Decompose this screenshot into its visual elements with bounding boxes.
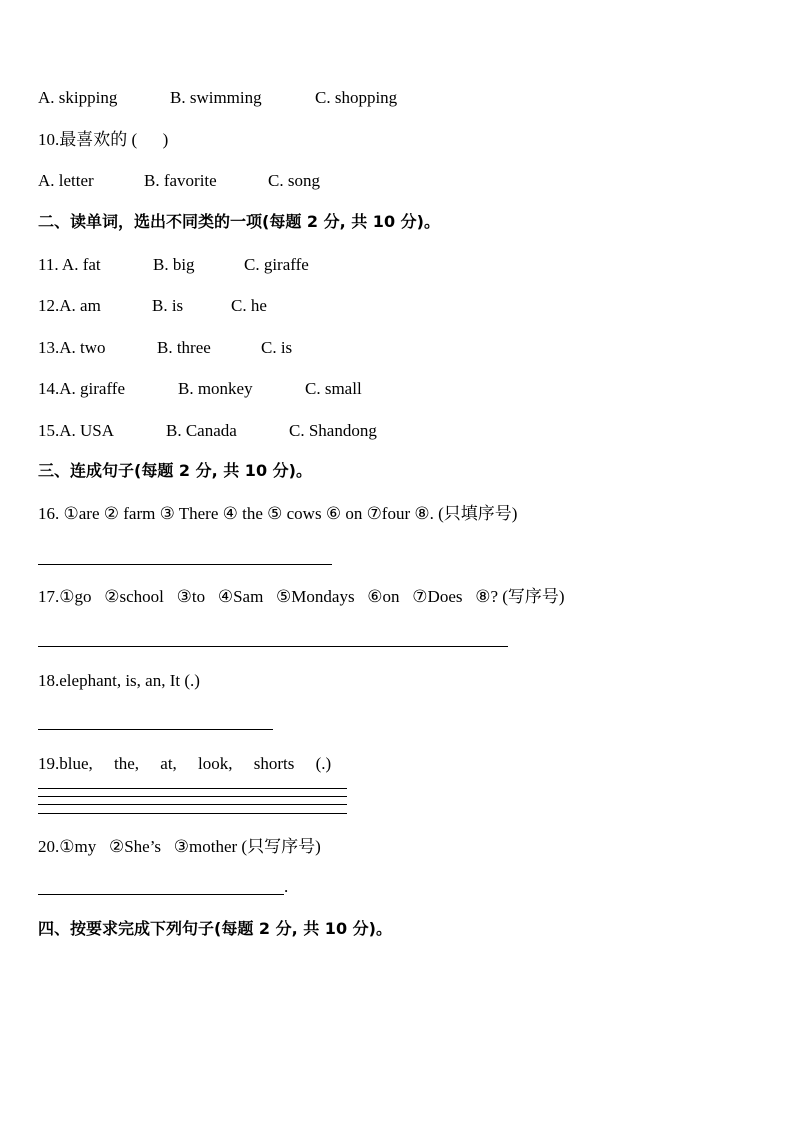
q15-option-b: B. Canada: [166, 421, 237, 440]
section4-title: 四、按要求完成下列句子(每题 2 分, 共 10 分)。: [38, 919, 392, 938]
q13-option-b: B. three: [157, 338, 211, 357]
q19-writing-line-2[interactable]: [38, 796, 347, 797]
q14-option-b: B. monkey: [178, 379, 253, 398]
q16-text: 16. ①are ② farm ③ There ④ the ⑤ cows ⑥ on ⑦four ⑧. (只填序号): [38, 504, 518, 523]
q20-period: .: [284, 877, 289, 896]
q15-option-a: 15.A. USA: [38, 421, 115, 440]
q13-option-a: 13.A. two: [38, 338, 106, 357]
q19-writing-line-3[interactable]: [38, 804, 347, 805]
q11-option-b: B. big: [153, 255, 195, 274]
q10-option-a: A. letter: [38, 171, 94, 190]
q17-answer-line[interactable]: [38, 646, 508, 647]
q11-option-c: C. giraffe: [244, 255, 309, 274]
q15-option-c: C. Shandong: [289, 421, 377, 440]
q14-option-a: 14.A. giraffe: [38, 379, 126, 398]
q20-text: 20.①my ②She’s ③mother (只写序号): [38, 837, 321, 856]
q17-text: 17.①go ②school ③to ④Sam ⑤Mondays ⑥on ⑦Does ⑧? (写序号): [38, 587, 565, 606]
q19-text: 19.blue, the, at, look, shorts (.): [38, 754, 332, 773]
q9-option-a: A. skipping: [38, 88, 118, 107]
q18-answer-line[interactable]: [38, 729, 273, 730]
q10-option-c: C. song: [268, 171, 320, 190]
q14-option-c: C. small: [305, 379, 362, 398]
q12-option-c: C. he: [231, 296, 267, 315]
q19-writing-line-4[interactable]: [38, 813, 347, 814]
q18-text: 18.elephant, is, an, It (.): [38, 671, 200, 690]
q9-option-c: C. shopping: [315, 88, 398, 107]
q11-option-a: 11. A. fat: [38, 255, 101, 274]
q13-option-c: C. is: [261, 338, 293, 357]
q10-stem: 10.最喜欢的 ( ): [38, 130, 169, 149]
section3-title: 三、连成句子(每题 2 分, 共 10 分)。: [38, 461, 312, 480]
q16-answer-line[interactable]: [38, 564, 332, 565]
q9-option-b: B. swimming: [170, 88, 262, 107]
q12-option-b: B. is: [152, 296, 184, 315]
q20-answer-line[interactable]: [38, 894, 284, 895]
q10-option-b: B. favorite: [144, 171, 217, 190]
section2-title: 二、读单词，选出不同类的一项(每题 2 分, 共 10 分)。: [38, 212, 440, 231]
q19-writing-line-1[interactable]: [38, 788, 347, 789]
q12-option-a: 12.A. am: [38, 296, 101, 315]
